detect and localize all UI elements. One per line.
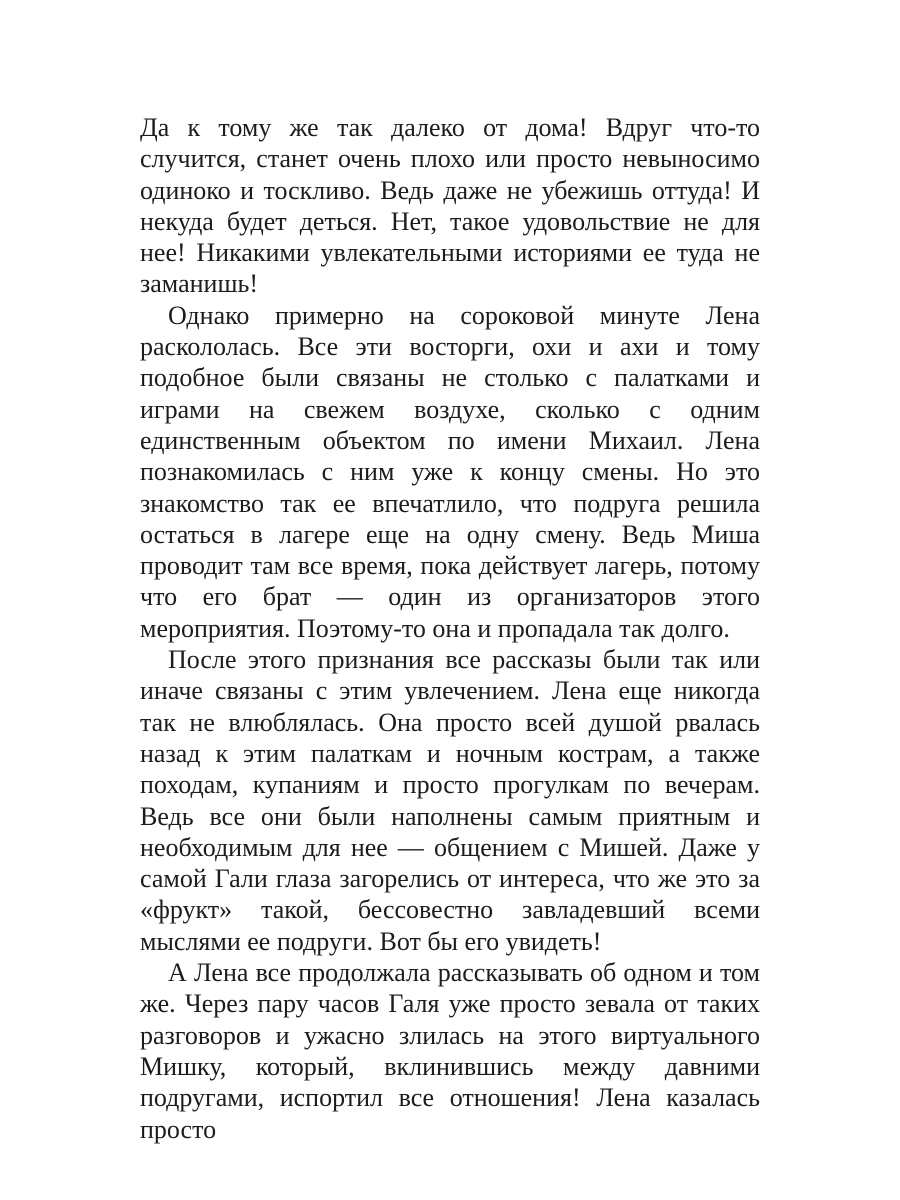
paragraph: А Лена все продолжала рассказывать об одном и том же. Через пару часов Галя уже просто зевала от таких разговоров и ужасно злилась на этого виртуального Мишку, который, вклинившись между давними подругами, испортил все отношения! Лена казалась просто (140, 958, 760, 1144)
paragraph-continuation: Да к тому же так далеко от дома! Вдруг что-то случится, станет очень плохо или просто невыносимо одиноко и тоскливо. Ведь даже не убежишь оттуда! И некуда будет деться. Нет, такое удовольствие не для нее! Никакими увлекательными историями ее туда не заманишь! (140, 113, 760, 299)
paragraph: После этого признания все рассказы были так или иначе связаны с этим увлечением. Лена еще никогда так не влюблялась. Она просто всей душой рвалась назад к этим палаткам и ночным кострам, а также походам, купаниям и просто прогулкам по вечерам. Ведь все они были наполнены самым приятным и необходимым для нее — общением с Мишей. Даже у самой Гали глаза загорелись от интереса, что же это за «фрукт» такой, бессовестно завладевший всеми мыслями ее подруги. Вот бы его увидеть! (140, 645, 760, 956)
page-text-block (140, 112, 760, 1145)
paragraph: Однако примерно на сороковой минуте Лена раскололась. Все эти восторги, охи и ахи и тому подобное были связаны не столько с палатками и играми на свежем воздухе, сколько с одним единственным объектом по имени Михаил. Лена познакомилась с ним уже к концу смены. Но это знакомство так ее впечатлило, что подруга решила остаться в лагере еще на одну смену. Ведь Миша проводит там все время, пока действует лагерь, потому что его брат — один из организаторов этого мероприятия. Поэтому-то она и пропадала так долго. (140, 300, 760, 643)
